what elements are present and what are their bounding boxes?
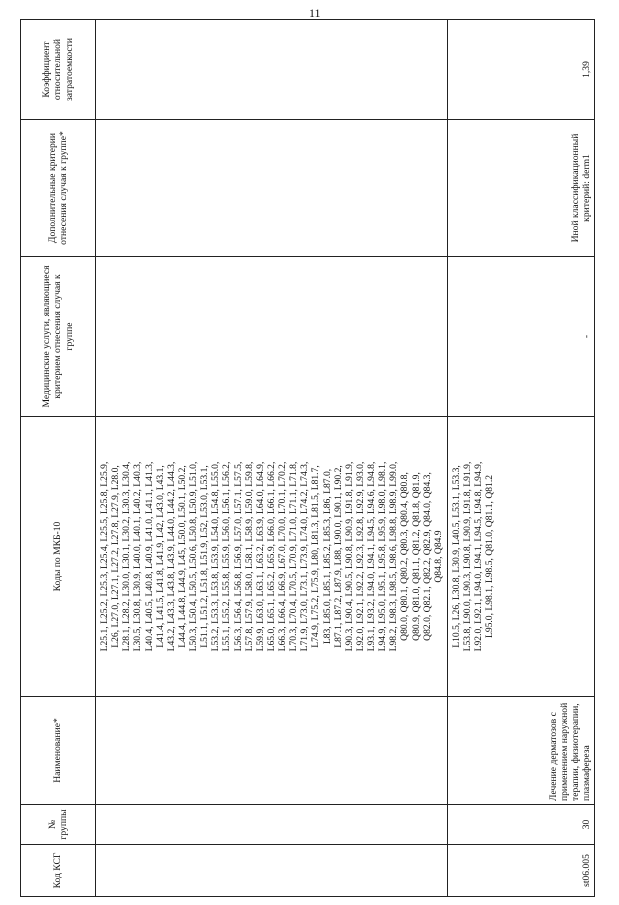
- header-group-no: № группы: [21, 805, 96, 845]
- mkb-code-line: L28.1, L28.2, L30.0, L30.1, L30.2, L30.3, L30.4,: [121, 461, 133, 652]
- mkb-code-line: L74.9, L75.2, L75.9, L80, L81.3, L81.5, L81.7,: [310, 465, 322, 648]
- page-number: 11: [309, 6, 321, 20]
- mkb-code-line: L83, L85.0, L85.1, L85.2, L85.3, L86, L87.0,: [321, 468, 333, 645]
- cell-name: Лечение дерматозов с применением наружной терапии, физиотерапии, плазмафереза: [448, 697, 595, 805]
- mkb-code-line: L53.8, L90.0, L90.3, L90.8, L90.9, L91.8, L91.9,: [462, 461, 474, 652]
- mkb-code-list: [99, 421, 444, 692]
- mkb-code-line: L10.5, L26, L30.8, L30.9, L40.5, L53.1, L53.3,: [451, 465, 462, 648]
- mkb-code-line: L95.0, L98.1, L98.5, Q81.0, Q81.1, Q81.2: [484, 474, 496, 639]
- table-row-continuation: [96, 20, 448, 897]
- cell-coefficient: 1,39: [448, 20, 595, 120]
- mkb-code-line: Q84.8, Q84.9: [432, 530, 444, 583]
- cell-mkb-codes-prev: [96, 417, 448, 697]
- mkb-code-line: L70.3, L70.4, L70.5, L70.9, L71.0, L71.1, L71.8,: [288, 461, 300, 652]
- mkb-code-line: L92.0, L92.1, L94.0, L94.1, L94.5, L94.8, L94.9,: [473, 461, 485, 652]
- extra-criteria-text: Иной классификационный критерий: derm1: [569, 133, 592, 243]
- mkb-code-line: L71.9, L73.0, L73.1, L73.9, L74.0, L74.2, L74.3,: [299, 461, 311, 652]
- rotated-table-wrapper: [20, 20, 595, 897]
- mkb-code-line: L51.1, L51.2, L51.8, L51.9, L52, L53.0, L53.1,: [199, 465, 211, 648]
- mkb-code-line: L44.4, L44.8, L44.9, L45, L50.0, L50.1, L50.2,: [176, 465, 188, 648]
- mkb-code-line: Q82.0, Q82.1, Q82.2, Q82.9, Q84.0, Q84.3,: [421, 472, 433, 641]
- cell-empty: [96, 805, 448, 845]
- mkb-code-line: L66.3, L66.4, L66.9, L67.0, L70.0, L70.1, L70.2,: [277, 461, 288, 652]
- cell-empty: [96, 20, 448, 120]
- mkb-code-line: L50.3, L50.4, L50.5, L50.6, L50.8, L50.9, L51.0,: [188, 461, 199, 652]
- mkb-code-line: L92.0, L92.1, L92.2, L92.3, L92.8, L92.9, L93.0,: [354, 461, 366, 652]
- mkb-code-line: L59.9, L63.0, L63.1, L63.2, L63.9, L64.0, L64.9,: [254, 461, 266, 652]
- cell-group-no: 30: [448, 805, 595, 845]
- mkb-code-line: L26, L27.0, L27.1, L27.2, L27.8, L27.9, L28.0,: [110, 465, 122, 648]
- mkb-code-line: L56.3, L56.4, L56.8, L56.9, L57.0, L57.1, L57.5,: [232, 461, 244, 652]
- header-med-services: Медицинские услуги, являющиеся критерием отнесения случая к группе: [21, 257, 96, 417]
- mkb-code-line: L87.1, L87.2, L87.9, L88, L90.0, L90.1, L90.2,: [332, 465, 344, 648]
- mkb-code-line: L98.2, L98.3, L98.5, L98.6, L98.8, L98.9, L99.0,: [388, 461, 400, 652]
- header-name: Наименование*: [21, 697, 96, 805]
- cell-empty: [96, 120, 448, 257]
- header-mkb-codes: Коды по МКБ-10: [21, 417, 96, 697]
- mkb-code-line: L90.3, L90.4, L90.5, L90.8, L90.9, L91.8, L91.9,: [343, 461, 355, 652]
- mkb-code-line: Q80.0, Q80.1, Q80.2, Q80.3, Q80.4, Q80.8,: [399, 472, 411, 641]
- mkb-code-line: L55.1, L55.2, L55.8, L55.9, L56.0, L56.1, L56.2,: [221, 461, 233, 652]
- mkb-code-line: L93.1, L93.2, L94.0, L94.1, L94.5, L94.6, L94.8,: [366, 461, 377, 652]
- mkb-code-list: [451, 421, 496, 692]
- table-header-row: [21, 20, 96, 897]
- header-extra-criteria: Дополнительные критерии отнесения случая к группе*: [21, 120, 96, 257]
- cell-empty: [96, 697, 448, 805]
- cell-empty: [96, 257, 448, 417]
- mkb-code-line: L40.4, L40.5, L40.8, L40.9, L41.0, L41.1, L41.3,: [143, 461, 155, 652]
- mkb-code-line: L94.9, L95.0, L95.1, L95.8, L95.9, L98.0, L98.1,: [377, 461, 389, 652]
- cell-med-services: -: [448, 257, 595, 417]
- cell-empty: [96, 845, 448, 897]
- mkb-code-line: L25.1, L25.2, L25.3, L25.4, L25.5, L25.8, L25.9,: [99, 461, 110, 652]
- mkb-code-line: L43.2, L43.3, L43.8, L43.9, L44.0, L44.2, L44.3,: [165, 461, 177, 652]
- mkb-code-line: L65.0, L65.1, L65.2, L65.9, L66.0, L66.1, L66.2,: [265, 461, 277, 652]
- mkb-code-line: Q80.9, Q81.0, Q81.1, Q81.2, Q81.8, Q81.9,: [410, 472, 422, 641]
- cell-code-ksg: st06.005: [448, 845, 595, 897]
- ksg-table: [20, 19, 595, 897]
- mkb-code-line: L30.5, L30.8, L30.9, L40.0, L40.1, L40.2, L40.3,: [132, 461, 144, 652]
- mkb-code-line: L41.4, L41.5, L41.8, L41.9, L42, L43.0, L43.1,: [154, 465, 166, 648]
- header-code-ksg: Код КСГ: [21, 845, 96, 897]
- cell-extra-criteria: [448, 120, 595, 257]
- table-row: [448, 20, 595, 897]
- cell-mkb-codes: [448, 417, 595, 697]
- header-coefficient: Коэффициент относительной затратоемкости: [21, 20, 96, 120]
- mkb-code-line: L57.8, L57.9, L58.0, L58.1, L58.9, L59.0, L59.8,: [243, 461, 255, 652]
- mkb-code-line: L53.2, L53.3, L53.8, L53.9, L54.0, L54.8, L55.0,: [210, 461, 222, 652]
